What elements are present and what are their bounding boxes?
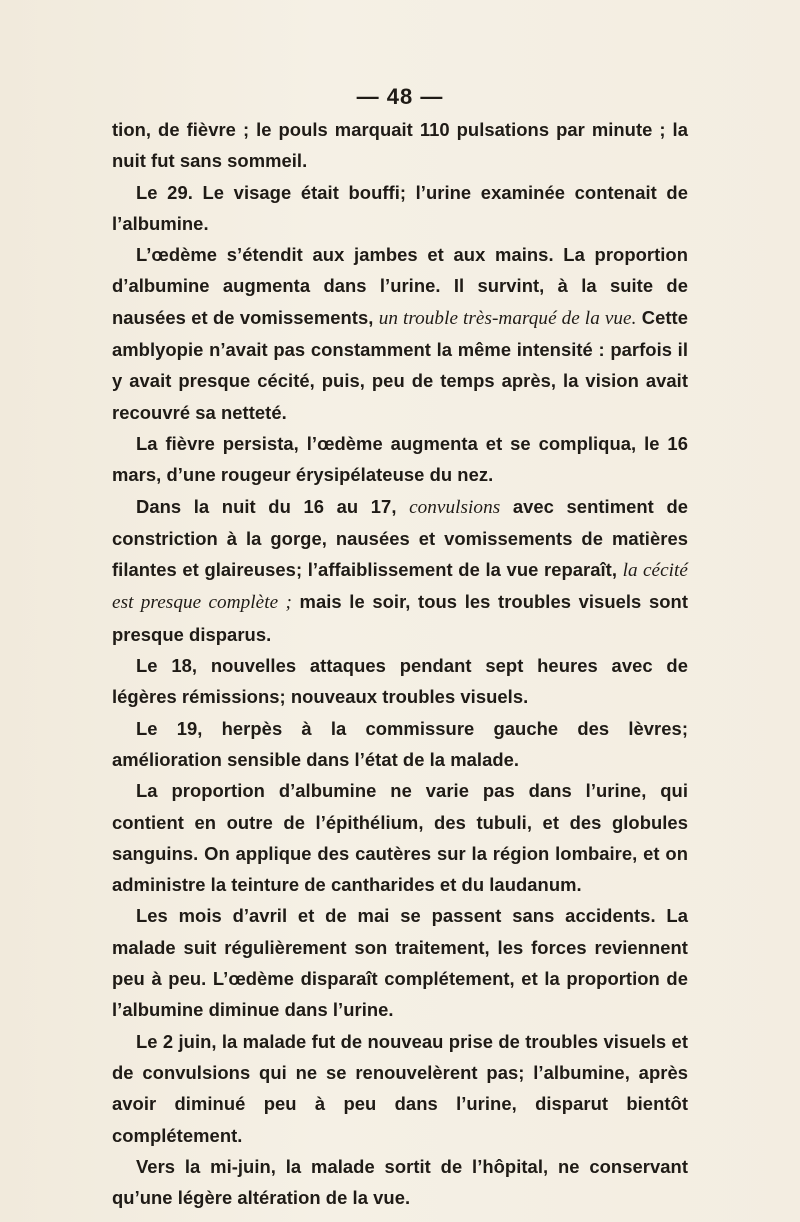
italic-text: convulsions (409, 496, 501, 518)
paragraph-text: La proportion d’albumine ne varie pas dans l’urine, qui contient en outre de l’épithélium, des tubuli, et des globules sanguins. On applique des cautères sur la région lombaire, et on administre la teinture de cantharides et du laudanum. (112, 780, 688, 896)
paragraph-text: Cette amblyopie n’avait pas constamment la même intensité : parfois il y avait presque cécité, puis, peu de temps après, la vision avait recouvré sa netteté. (112, 306, 688, 423)
paragraph-text: Le 18, nouvelles attaques pendant sept heures avec de légères rémissions; nouveaux troubles visuels. (112, 655, 688, 708)
body-text (112, 114, 688, 1213)
paragraph-text: Le 29. Le visage était bouffi; l’urine examinée contenait de l’albumine. (112, 181, 688, 234)
paragraph-text: Le 19, herpès à la commissure gauche des lèvres; amélioration sensible dans l’état de la malade. (112, 717, 688, 770)
paragraph-7 (112, 713, 688, 776)
paragraph-2 (112, 177, 688, 240)
paragraph-text: Vers la mi-juin, la malade sortit de l’hôpital, ne conservant qu’une légère altération de la vue. (112, 1155, 688, 1209)
paragraph-text: Le 2 juin, la malade fut de nouveau prise de troubles visuels et de convulsions qui ne se renouvelèrent pas; l’albumine, après avoir diminué peu à peu dans l’urine, disparut bientôt complétement. (112, 1030, 688, 1146)
paragraph-text: avec sentiment de constriction à la gorge, nausées et vomissements de matières filantes et glaireuses; l’affaiblissement de la vue reparaît, (112, 495, 689, 581)
paragraph-6 (112, 650, 688, 713)
paragraph-text: tion, de fièvre ; le pouls marquait 110 pulsations par minute ; la nuit fut sans sommeil. (112, 119, 688, 172)
paragraph-8 (112, 775, 688, 900)
paragraph-text: L’œdème s’étendit aux jambes et aux mains. La proportion d’albumine augmenta dans l’urine. Il survint, à la suite de nausées et de vomissements, (112, 244, 688, 328)
italic-text: la cécité est presque complète ; (112, 560, 688, 614)
paragraph-1 (112, 114, 688, 177)
paragraph-10 (112, 1026, 688, 1151)
paragraph-text: Les mois d’avril et de mai se passent sans accidents. La malade suit régulièrement son traitement, les forces reviennent peu à peu. L’œdème disparaît complétement, et la proportion de l’albumine diminue dans l’urine. (112, 905, 688, 1021)
paragraph-5 (112, 491, 688, 650)
italic-text: un trouble très-marqué de la vue. (378, 307, 637, 329)
paragraph-text: mais le soir, tous les troubles visuels sont presque disparus. (112, 591, 688, 645)
paragraph-text: Dans la nuit du 16 au 17, (136, 495, 410, 517)
paragraph-text: La fièvre persista, l’œdème augmenta et se compliqua, le 16 mars, d’une rougeur érysipélateuse du nez. (112, 432, 688, 486)
paragraph-3 (112, 239, 688, 428)
page-number: — 48 — (356, 84, 444, 109)
paragraph-4 (112, 428, 688, 491)
paragraph-9 (112, 900, 688, 1025)
paragraph-11 (112, 1151, 688, 1214)
